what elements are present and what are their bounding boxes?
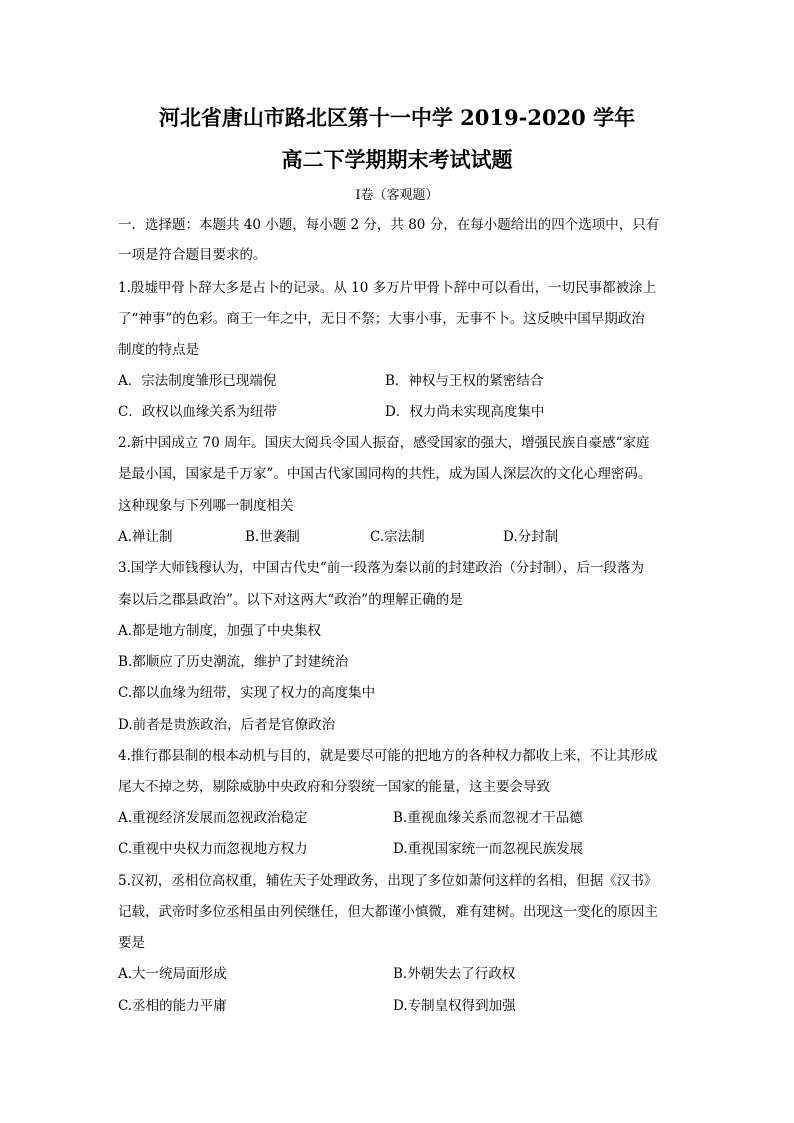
- option-d: D.专制皇权得到加强: [393, 998, 516, 1014]
- option-d: D．权力尚未实现高度集中: [385, 404, 545, 420]
- question-stem-line: 要是: [118, 935, 145, 951]
- question-stem-line: 记载，武帝时多位丞相虽由列侯继任，但大都谨小慎微，难有建树。出现这一变化的原因主: [118, 904, 658, 920]
- question-stem-line: 秦以后之郡县政治”。以下对这两大“政治”的理解正确的是: [118, 592, 463, 608]
- question-stem-line: 了“神事”的色彩。商王一年之中，无日不祭；大事小事，无事不卜。这反映中国早期政治: [118, 311, 645, 327]
- option-a: A.大一统局面形成: [118, 966, 227, 982]
- instructions-line2: 一项是符合题目要求的。: [118, 247, 267, 263]
- option-a: A.重视经济发展而忽视政治稳定: [118, 810, 308, 826]
- option-c: C.重视中央权力而忽视地方权力: [118, 841, 308, 857]
- question-stem-line: 1.殷墟甲骨卜辞大多是占卜的记录。从 10 多万片甲骨卜辞中可以看出，一切民事都被涂上: [118, 280, 657, 296]
- option-c: C.宗法制: [370, 529, 425, 545]
- option-a: A.禅让制: [118, 529, 173, 545]
- option-a: A．宗法制度雏形已现端倪: [118, 373, 277, 389]
- instructions-line1: 一．选择题：本题共 40 小题，每小题 2 分，共 80 分，在每小题给出的四个选项中，只有: [118, 217, 660, 233]
- option-a: A.都是地方制度，加强了中央集权: [118, 623, 322, 639]
- exam-title-line1: 河北省唐山市路北区第十一中学 2019-2020 学年: [158, 105, 636, 130]
- question-stem-line: 尾大不掉之势，剔除威胁中央政府和分裂统一国家的能量，这主要会导致: [118, 779, 550, 795]
- option-c: C.丞相的能力平庸: [118, 998, 227, 1014]
- option-d: D.分封制: [503, 529, 559, 545]
- option-b: B．神权与王权的紧密结合: [385, 373, 544, 389]
- question-stem-line: 5.汉初，丞相位高权重，辅佐天子处理政务，出现了多位如萧何这样的名相，但据《汉书》: [118, 873, 658, 889]
- option-c: C．政权以血缘关系为纽带: [118, 404, 277, 420]
- exam-title-line2: 高二下学期期末考试试题: [281, 147, 513, 172]
- question-stem-line: 制度的特点是: [118, 342, 199, 358]
- option-b: B.重视血缘关系而忽视才干品德: [393, 810, 583, 826]
- question-stem-line: 3.国学大师钱穆认为，中国古代史“前一段落为秦以前的封建政治（分封制），后一段落为: [118, 560, 645, 576]
- option-b: B.都顺应了历史潮流，维护了封建统治: [118, 654, 349, 670]
- question-stem-line: 2.新中国成立 70 周年。国庆大阅兵令国人振奋，感受国家的强大，增强民族自豪感“家庭: [118, 435, 650, 451]
- option-c: C.都以血缘为纽带，实现了权力的高度集中: [118, 685, 376, 701]
- question-stem-line: 是最小国，国家是千万家”。中国古代家国同构的共性，成为国人深层次的文化心理密码。: [118, 466, 652, 482]
- option-b: B.外朝失去了行政权: [393, 966, 516, 982]
- option-b: B.世袭制: [245, 529, 300, 545]
- question-stem-line: 4.推行郡县制的根本动机与目的，就是要尽可能的把地方的各种权力都收上来，不让其形成: [118, 748, 658, 764]
- option-d: D.前者是贵族政治，后者是官僚政治: [118, 717, 336, 733]
- section-label: Ⅰ卷（客观题）: [355, 188, 439, 203]
- question-stem-line: 这种现象与下列哪一制度相关: [118, 498, 294, 514]
- option-d: D.重视国家统一而忽视民族发展: [393, 841, 584, 857]
